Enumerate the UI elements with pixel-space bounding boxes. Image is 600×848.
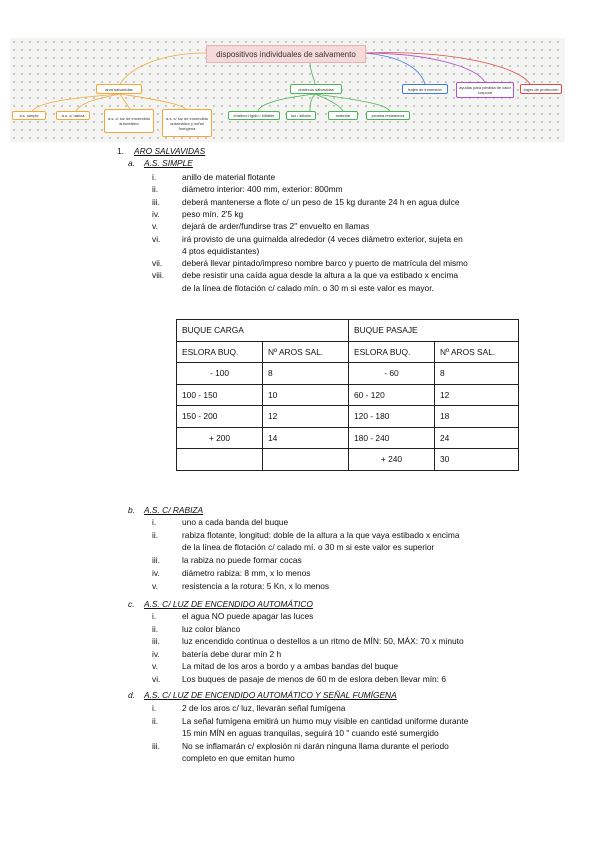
list-item-text: diámetro interior: 400 mm, exterior: 800mm (182, 184, 343, 195)
list-item-text: 2 de los aros c/ luz, llevarán señal fumígena (182, 703, 346, 713)
table-cell: 120 - 180 (349, 406, 435, 428)
mindmap-node-chalecos: chalecos salvavidas (290, 84, 342, 94)
list-item-number: vi. (152, 673, 161, 684)
list-item-text: completo en que emitan humo (182, 753, 295, 763)
mindmap-node-ayudas-calor: ayudas para pérdida de calor corporal (456, 82, 514, 98)
section-title: ARO SALVAVIDAS (134, 146, 206, 156)
table-cell: - 100 (177, 363, 263, 385)
list-item-text: de la línea de flotación c/ calado mín. o 30 m si este valor es mayor. (182, 282, 434, 293)
list-item-number: i. (152, 517, 157, 527)
table-group-header: BUQUE CARGA (177, 320, 349, 342)
mindmap-node-as-simple: a.s. simple (12, 111, 46, 120)
table-cell: 12 (435, 384, 519, 406)
list-item-number: iii. (152, 636, 160, 646)
list-item-number: i. (152, 611, 157, 621)
section-number: 1. (117, 146, 124, 156)
table-cell: 30 (435, 449, 519, 471)
table-cell: 24 (435, 427, 519, 449)
list-item-text: No se inflamarán c/ explosión ni darán ninguna llama durante el periodo (182, 740, 449, 751)
table-row (177, 427, 519, 449)
list-item-number: i. (152, 172, 157, 182)
mindmap-title: dispositivos individuales de salvamento (206, 45, 366, 63)
mindmap-node-material: material (328, 111, 358, 120)
list-item-text: rabiza flotante, longitud: doble de la altura a la que vaya estibado x encima (182, 529, 460, 540)
table-cell: 8 (263, 363, 349, 385)
list-item-number: iv. (152, 567, 160, 578)
table-row (177, 384, 519, 406)
table-cell: - 60 (349, 363, 435, 385)
list-item-number: iii. (152, 740, 160, 751)
mindmap-node-chaleco-rigido: chaleco rígido / inflable (228, 111, 280, 120)
list-item-number: i. (152, 703, 157, 713)
list-item-number: ii. (152, 184, 159, 195)
table-cell: + 240 (349, 449, 435, 471)
mindmap-node-trajes-proteccion: trajes de protección (520, 84, 562, 94)
table-cell: 8 (435, 363, 519, 385)
list-item-number: ii. (152, 529, 159, 540)
list-item-text: luz encendido continua o destellos a un ritmo de MÍN: 50, MÁX: 70 x minuto (182, 636, 464, 646)
list-item-number: iv. (152, 208, 160, 219)
list-item-text: luz color blanco (182, 623, 241, 634)
list-item-text: dejará de arder/fundirse tras 2" envuelto en llamas (182, 221, 370, 232)
list-item-text: la rabiza no puede formar cocas (182, 555, 302, 566)
table-group-header: BUQUE PASAJE (349, 320, 519, 342)
table-cell: 12 (263, 406, 349, 428)
table-cell: 100 - 150 (177, 384, 263, 406)
list-item-number: vii. (152, 258, 163, 269)
sub-d-title: A.S. C/ LUZ DE ENCENDIDO AUTOMÁTICO Y SEÑAL FUMÍGENA (144, 690, 397, 700)
list-item-text: La señal fumígena emitirá un humo muy visible en cantidad uniforme durante (182, 715, 469, 726)
list-item-text: Los buques de pasaje de menos de 60 m de eslora deben llevar mín: 6 (182, 673, 446, 684)
table-row (177, 363, 519, 385)
mindmap-node-luz-silbato: luz / silbato (286, 111, 316, 120)
mindmap-node-as-luz: a.s. c/ luz de encendido automático (104, 109, 154, 133)
list-item-text: de la línea de flotación c/ calado mí. o 30 m si este valor es superior (182, 542, 435, 553)
mindmap-node-prueba: prueba resistencia (366, 111, 410, 120)
sub-b-letter: b. (128, 505, 135, 515)
list-item-number: ii. (152, 623, 159, 634)
mindmap-figure (10, 38, 565, 142)
list-item-text: debe resistir una caída agua desde la altura a la que va estibado x encima (182, 270, 459, 281)
mindmap-node-aros: aros salvavidas (96, 84, 142, 94)
sub-d-letter: d. (128, 690, 135, 700)
list-item-number: vi. (152, 233, 161, 244)
table-cell: + 200 (177, 427, 263, 449)
sub-c-letter: c. (128, 599, 135, 609)
mindmap-node-as-rabiza: a.s. c/ rabiza (56, 111, 90, 120)
list-item-text: deberá mantenerse a flote c/ un peso de 15 kg durante 24 h en agua dulce (182, 196, 460, 207)
list-item-text: batería debe durar mín 2 h (182, 648, 282, 659)
table-col-header: Nº AROS SAL. (263, 341, 349, 363)
list-item-number: iii. (152, 555, 160, 566)
list-item-text: irá provisto de una guirnalda alrededor (4 veces diámetro exterior, sujeta en (182, 233, 463, 244)
list-item-text: La mitad de los aros a bordo y a ambas bandas del buque (182, 661, 399, 671)
list-item-number: ii. (152, 715, 159, 726)
rings-table (176, 319, 519, 471)
sub-b-title: A.S. C/ RABIZA (144, 505, 204, 515)
table-row (177, 406, 519, 428)
table-col-header: ESLORA BUQ. (349, 341, 435, 363)
list-item-number: v. (152, 580, 158, 591)
sub-a-title: A.S. SIMPLE (144, 158, 193, 168)
table-cell: 10 (263, 384, 349, 406)
table-cell: 150 - 200 (177, 406, 263, 428)
list-item-number: iv. (152, 648, 160, 659)
table-cell (263, 449, 349, 471)
list-item-text: el agua NO puede apagar las luces (182, 611, 314, 621)
list-item-text: uno a cada banda del buque (182, 517, 289, 527)
list-item-text: anillo de material flotante (182, 172, 276, 182)
table-row (177, 449, 519, 471)
table-cell: 18 (435, 406, 519, 428)
table-cell: 14 (263, 427, 349, 449)
sub-a-letter: a. (128, 158, 135, 168)
list-item-text: 4 ptos equidistantes) (182, 245, 260, 256)
sub-c-title: A.S. C/ LUZ DE ENCENDIDO AUTOMÁTICO (144, 599, 313, 609)
list-item-number: iii. (152, 196, 160, 207)
list-item-text: deberá llevar pintado/impreso nombre barco y puerto de matrícula del mismo (182, 258, 468, 269)
mindmap-node-trajes-inmersion: trajes de inmersión (402, 84, 448, 94)
list-item-number: viii. (152, 270, 165, 281)
table-cell: 60 - 120 (349, 384, 435, 406)
list-item-text: resistencia a la rotura: 5 Kn, x lo menos (182, 580, 330, 591)
mindmap-node-as-luz-senal: a.s. c/ luz de encendido automático y señal fumígena (162, 109, 212, 137)
table-cell: 180 - 240 (349, 427, 435, 449)
table-col-header: Nº AROS SAL. (435, 341, 519, 363)
table-cell (177, 449, 263, 471)
list-item-number: v. (152, 661, 158, 671)
list-item-text: diámetro rabiza: 8 mm, x lo menos (182, 567, 311, 578)
list-item-text: 15 min MÍN en aguas tranquilas, seguirá 10 " cuando esté sumergido (182, 728, 439, 738)
list-item-number: v. (152, 221, 158, 232)
table-col-header: ESLORA BUQ. (177, 341, 263, 363)
list-item-text: peso mín. 2'5 kg (182, 208, 244, 219)
